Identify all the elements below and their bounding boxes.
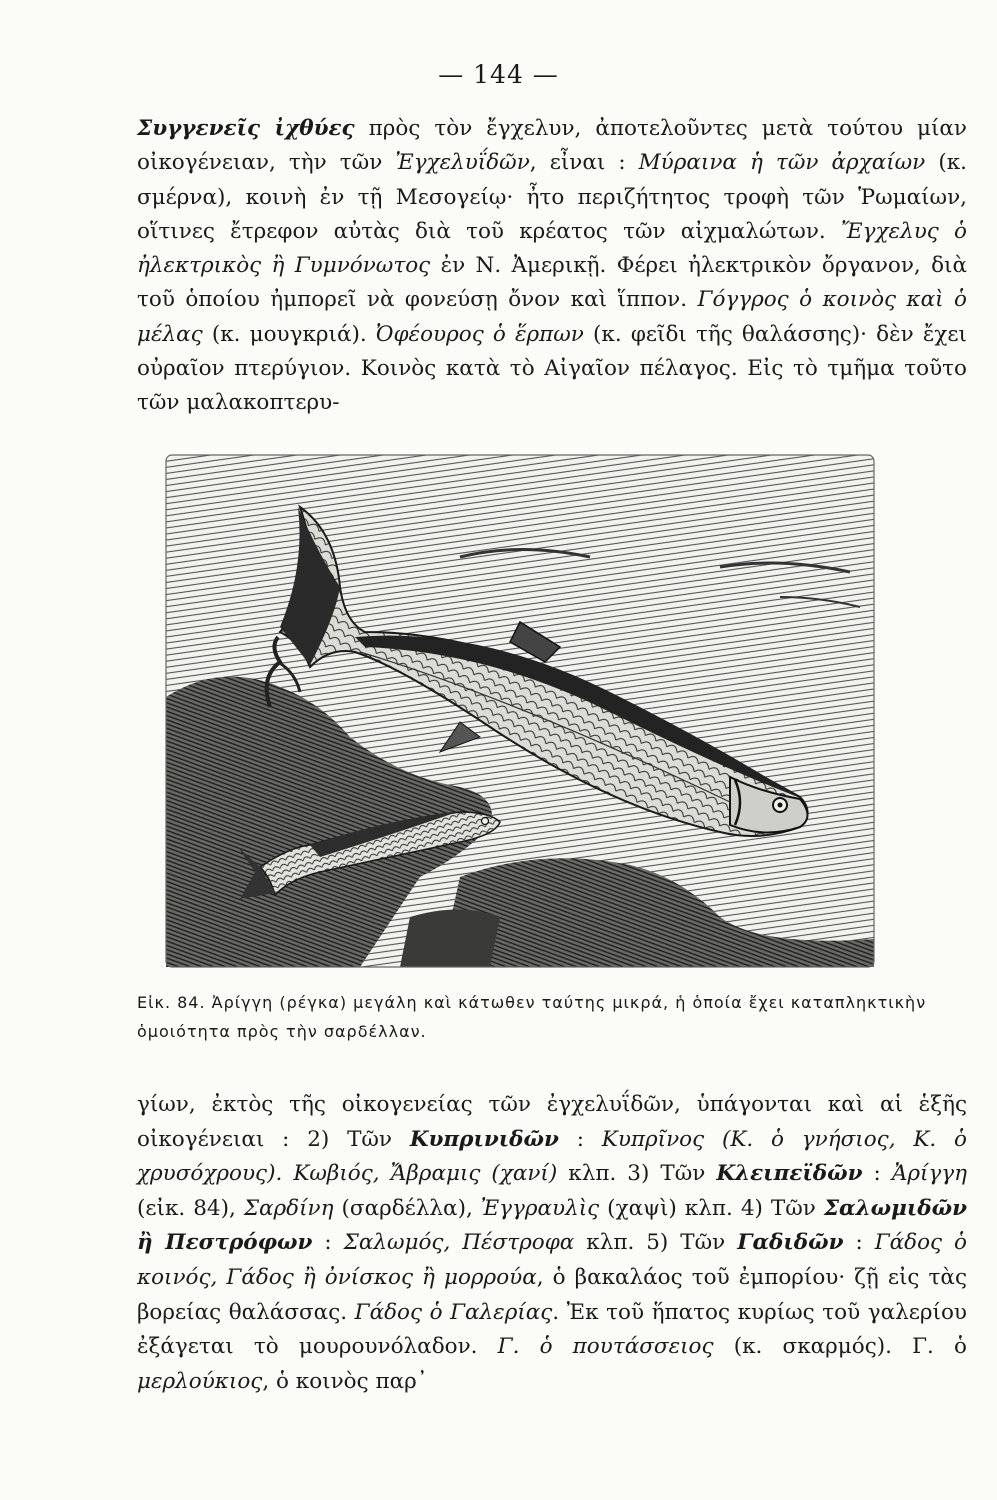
italic-term: Γόγγρος ὁ κοινὸς καὶ ὁ μέλας — [137, 287, 967, 347]
text-span: (χαψὶ) κλπ. 4) Τῶν — [599, 1195, 824, 1221]
text-span: (εἰκ. 84), — [137, 1195, 244, 1221]
text-span: (κ. σκαρμός). Γ. ὁ — [713, 1334, 967, 1360]
text-span: , ὁ βακαλάος τοῦ ἐμπορίου· ζῇ εἰς τὰς βορείας θαλάσσας. — [137, 1264, 967, 1325]
family-name: Σαλωμιδῶν ἢ Πεστρόφων — [137, 1195, 968, 1256]
text-span: (σαρδέλλα), — [333, 1195, 481, 1221]
italic-term: Ἐγχελυΐδῶν — [395, 150, 530, 176]
text-span: , ὁ κοινὸς παρ᾽ — [262, 1368, 428, 1394]
italic-term: Κυπρῖνος (Κ. ὁ γνήσιος, Κ. ὁ χρυσόχρους). Κωβιός, Ἄβραμις (χανί) — [137, 1126, 967, 1187]
italic-term: Σαλωμός, Πέστροφα — [343, 1230, 575, 1256]
text-span: πρὸς τὸν ἔγχελυν, ἀποτελοῦντες μετὰ τούτου μίαν οἰκογένειαν, τὴν τῶν — [137, 116, 968, 176]
italic-term: Ὀφέουρος ὁ ἕρπων — [375, 321, 584, 347]
italic-term: Μύραινα ἡ τῶν ἀρχαίων — [638, 150, 926, 176]
text-span: (κ. φεῖδι τῆς θαλάσσης)· δὲν ἔχει οὐραῖον πτερύγιον. Κοινὸς κατὰ τὸ Αἰγαῖον πέλαγος. Εἰς τὸ τμῆμα τοῦτο τῶν μαλακοπτερυ- — [137, 321, 967, 416]
text-span: κλπ. 5) Τῶν — [574, 1230, 738, 1256]
italic-term: Ἔγχελυς ὁ ἠλεκτρικὸς ἢ Γυμνόνωτος — [137, 218, 967, 279]
text-span: : — [843, 1230, 875, 1256]
text-span: (κ. μουγκριά). — [202, 321, 376, 347]
herring-illustration — [160, 447, 880, 975]
bottom-paragraph — [137, 1088, 967, 1399]
text-span: . Ἐκ τοῦ ἥπατος κυρίως τοῦ γαλερίου ἐξάγεται τὸ μουρουνόλαδον. — [137, 1299, 967, 1360]
italic-term: Γάδος ὁ κοινός, Γάδος ἢ ὀνίσκος ἢ μορρούα — [137, 1230, 967, 1290]
italic-term: Ἀρίγγη — [891, 1161, 967, 1187]
family-name: Γαδιδῶν — [737, 1230, 844, 1256]
italic-term: Σαρδίνη — [243, 1195, 334, 1221]
italic-term: Ἐγγραυλὶς — [480, 1195, 600, 1221]
text-span: : — [312, 1230, 344, 1256]
family-name: Κλειπεϊδῶν — [716, 1161, 863, 1187]
page-number: — 144 — — [438, 60, 559, 89]
top-paragraph — [137, 112, 967, 421]
text-span: κλπ. 3) Τῶν — [557, 1161, 717, 1187]
italic-term: μερλούκιος — [137, 1368, 263, 1394]
lead-term: Συγγενεῖς ἰχθύες — [137, 116, 355, 141]
text-span: : — [862, 1161, 892, 1187]
text-span: γίων, ἐκτὸς τῆς οἰκογενείας τῶν ἐγχελυΐδῶν, ὑπάγονται καὶ αἱ ἑξῆς οἰκογένειαι : 2) Τῶν — [137, 1092, 967, 1152]
text-span: , εἶναι : — [529, 150, 639, 176]
figure-caption: Εἰκ. 84. Ἀρίγγη (ρέγκα) μεγάλη καὶ κάτωθεν ταύτης μικρά, ἡ ὁποία ἔχει καταπληκτικὴν ὁμοιότητα πρὸς τὴν σαρδέλλαν. — [137, 993, 927, 1041]
seabed-rocks — [400, 910, 500, 968]
italic-term: Γάδος ὁ Γαλερίας — [354, 1299, 553, 1325]
family-name: Κυπρινιδῶν — [409, 1126, 559, 1152]
text-span: : — [558, 1126, 602, 1152]
italic-term: Γ. ὁ πουτάσσειος — [497, 1334, 714, 1360]
text-span: (κ. σμέρνα), κοινὴ ἐν τῇ Μεσογείῳ· ἦτο περιζήτητος τροφὴ τῶν Ῥωμαίων, οἵτινες ἔτρεφον αὐτὰς διὰ τοῦ κρέατος τῶν αἰχμαλώτων. — [137, 150, 967, 244]
text-span: ἐν Ν. Ἀμερικῇ. Φέρει ἠλεκτρικὸν ὄργανον, διὰ τοῦ ὁποίου ἠμπορεῖ νὰ φονεύσῃ ὄνον καὶ ἵππον. — [137, 253, 967, 313]
